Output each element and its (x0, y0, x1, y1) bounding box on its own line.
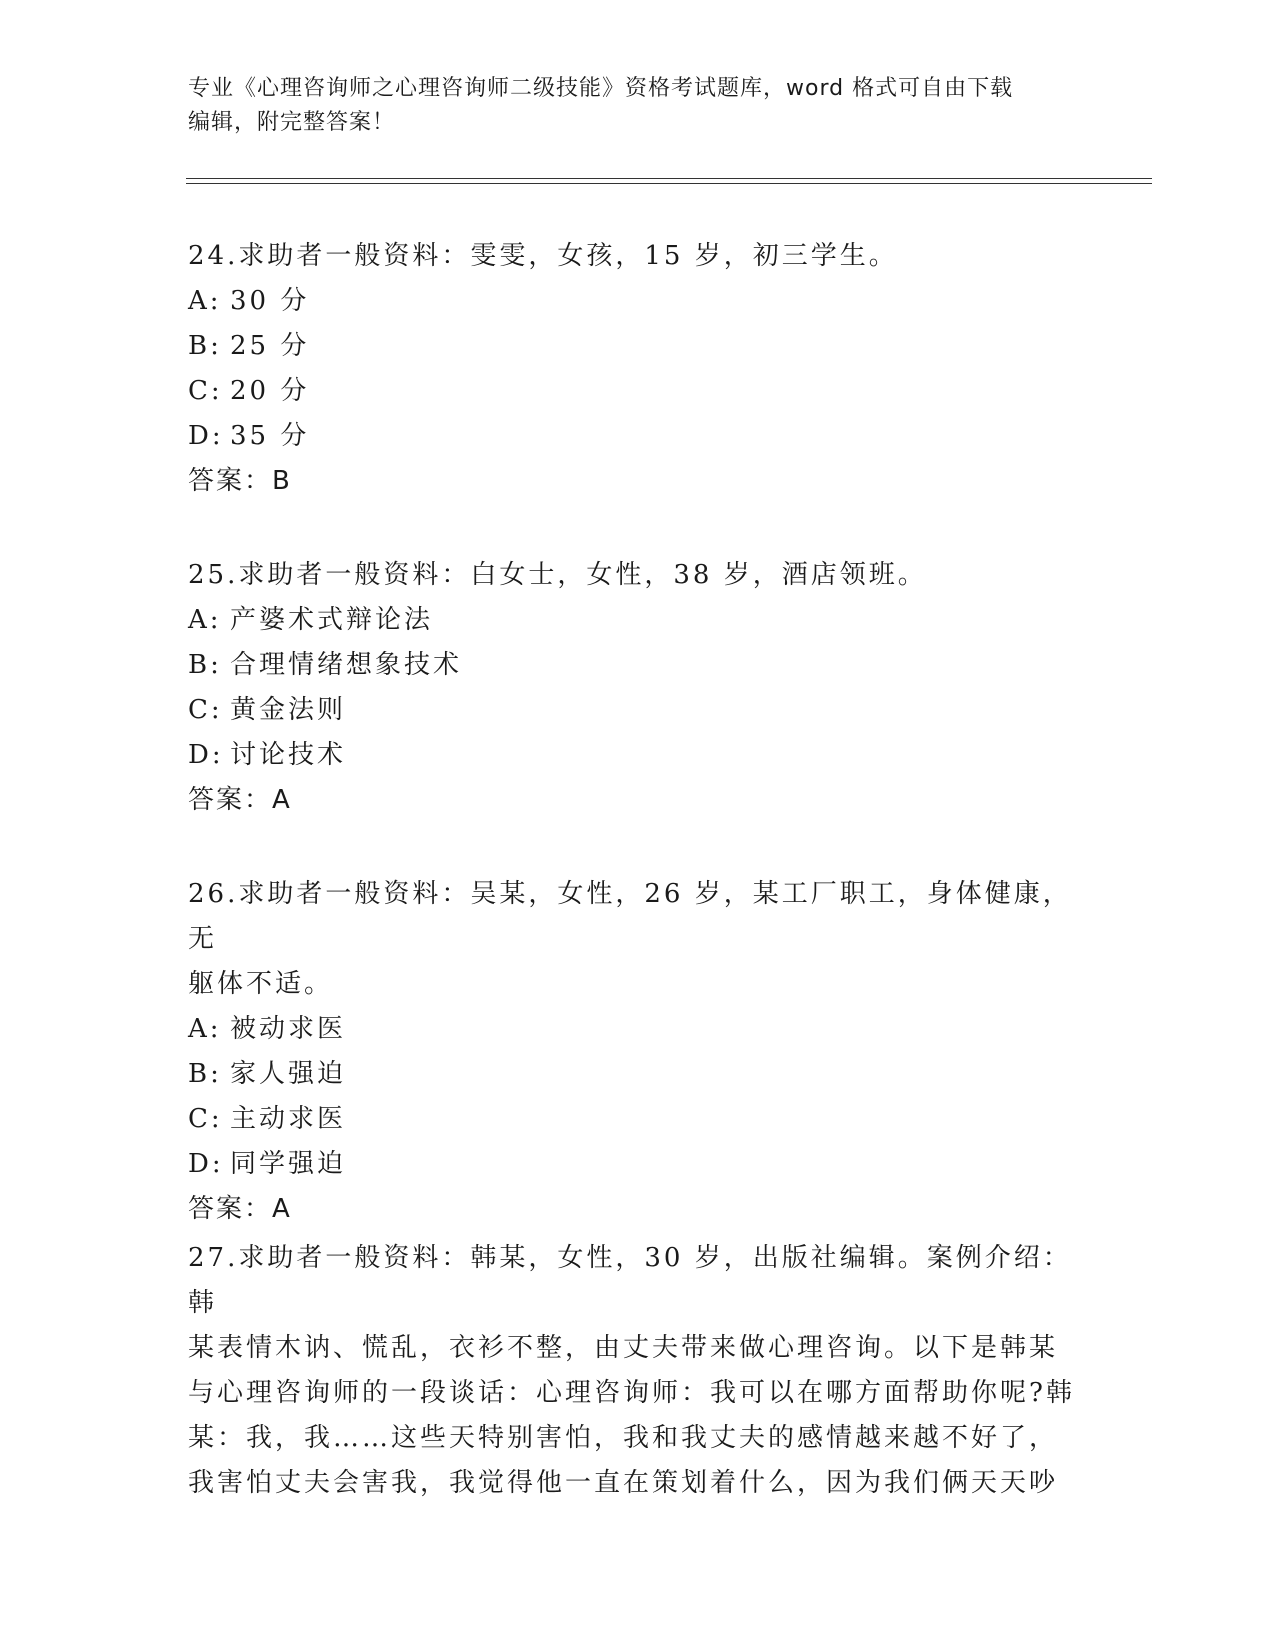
option-text: 合理情绪想象技术 (230, 650, 463, 680)
option-b (188, 1052, 1088, 1097)
option-label: C: (188, 1104, 223, 1134)
option-a (188, 598, 1088, 643)
option-b (188, 324, 1088, 369)
option-label: D: (188, 740, 224, 770)
question-26 (188, 872, 1088, 1232)
option-label: A: (188, 605, 222, 635)
option-label: D: (188, 1149, 224, 1179)
option-text: 黄金法则 (230, 695, 347, 725)
option-label: B: (188, 650, 222, 680)
option-b (188, 643, 1088, 688)
option-text: 家人强迫 (230, 1059, 347, 1089)
header-divider-top (186, 178, 1152, 179)
option-label: B: (188, 1059, 222, 1089)
option-text: 20 分 (230, 376, 310, 406)
option-label: A: (188, 286, 222, 316)
option-text: 被动求医 (230, 1014, 347, 1044)
option-label: C: (188, 695, 223, 725)
answer-line: 答案：A (188, 785, 292, 815)
option-text: 产婆术式辩论法 (230, 605, 434, 635)
question-stem: 26.求助者一般资料：吴某，女性，26 岁，某工厂职工，身体健康，无 (188, 879, 1072, 954)
option-text: 主动求医 (230, 1104, 347, 1134)
option-d (188, 733, 1088, 778)
option-text: 30 分 (230, 286, 310, 316)
option-c (188, 1097, 1088, 1142)
option-d (188, 1142, 1088, 1187)
option-text: 35 分 (230, 421, 310, 451)
option-label: D: (188, 421, 224, 451)
question-stem: 25.求助者一般资料：白女士，女性，38 岁，酒店领班。 (188, 560, 927, 590)
header-line-2: 编辑，附完整答案！ (188, 110, 396, 135)
option-label: B: (188, 331, 222, 361)
question-stem-continued: 与心理咨询师的一段谈话：心理咨询师：我可以在哪方面帮助你呢?韩 (188, 1378, 1075, 1408)
option-text: 同学强迫 (230, 1149, 347, 1179)
question-stem: 27.求助者一般资料：韩某，女性，30 岁，出版社编辑。案例介绍：韩 (188, 1243, 1072, 1318)
document-header (188, 72, 1088, 140)
question-stem-continued: 某：我，我……这些天特别害怕，我和我丈夫的感情越来越不好了， (188, 1423, 1059, 1453)
question-stem-continued: 某表情木讷、慌乱，衣衫不整，由丈夫带来做心理咨询。以下是韩某 (188, 1333, 1059, 1363)
option-a (188, 279, 1088, 324)
header-line-1: 专业《心理咨询师之心理咨询师二级技能》资格考试题库，word 格式可自由下载 (188, 76, 1014, 101)
header-divider-bottom (186, 183, 1152, 184)
question-24 (188, 234, 1088, 504)
option-a (188, 1007, 1088, 1052)
option-c (188, 688, 1088, 733)
option-text: 讨论技术 (230, 740, 347, 770)
option-label: A: (188, 1014, 222, 1044)
question-27 (188, 1236, 1088, 1506)
option-d (188, 414, 1088, 459)
question-stem-continued: 躯体不适。 (188, 969, 334, 999)
question-stem-continued: 我害怕丈夫会害我，我觉得他一直在策划着什么，因为我们俩天天吵 (188, 1468, 1059, 1498)
answer-line: 答案：B (188, 466, 292, 496)
question-25 (188, 553, 1088, 823)
option-c (188, 369, 1088, 414)
answer-line: 答案：A (188, 1194, 292, 1224)
question-stem: 24.求助者一般资料：雯雯，女孩，15 岁，初三学生。 (188, 241, 898, 271)
option-label: C: (188, 376, 223, 406)
option-text: 25 分 (230, 331, 310, 361)
